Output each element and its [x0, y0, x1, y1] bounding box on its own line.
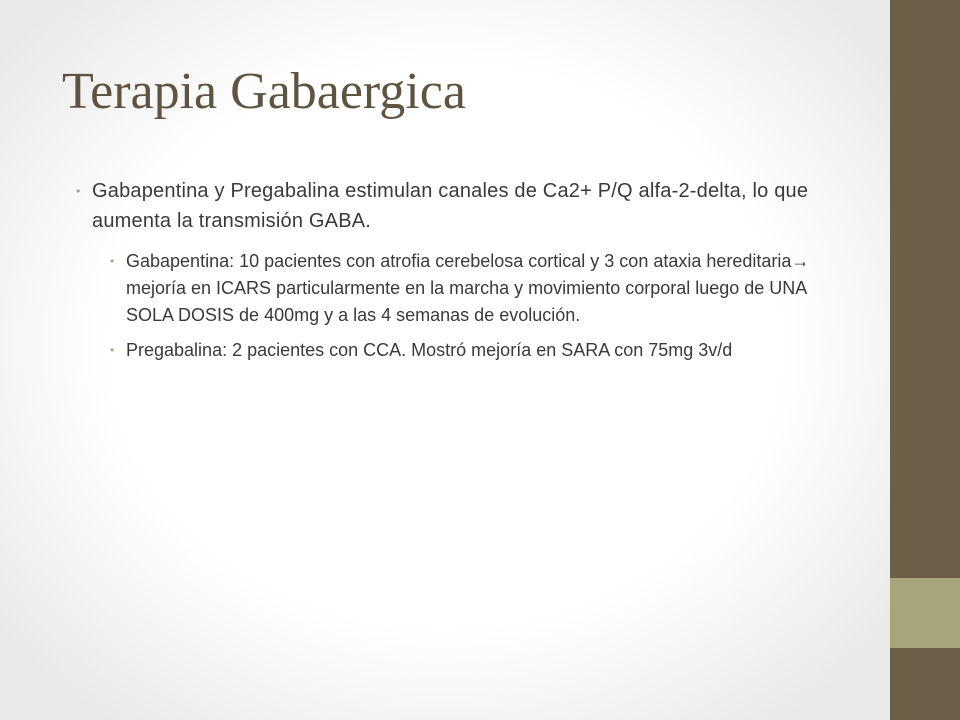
sub-bullet-gabapentina-continuation: mejoría en ICARS particularmente en la marcha y movimiento corporal luego de UNA SOLA DOSIS de 400mg y a las 4 semanas de evolución.: [126, 278, 807, 325]
right-arrow-icon: →: [791, 251, 810, 271]
sub-bullet-pregabalina-text: Pregabalina: 2 pacientes con CCA. Mostró mejoría en SARA con 75mg 3v/d: [126, 340, 733, 360]
slide-title: Terapia Gabaergica: [62, 63, 466, 120]
sidebar-accent-block: [890, 578, 960, 648]
sub-bullet-gabapentina-text: Gabapentina: 10 pacientes con atrofia cerebelosa cortical y 3 con ataxia hereditaria: [126, 251, 792, 271]
sidebar-top-stripe: [890, 0, 960, 578]
sub-bullet-pregabalina: [76, 337, 826, 364]
bullet-icon: •: [110, 254, 115, 268]
bullet-icon: •: [110, 343, 115, 357]
bullet-main-text: Gabapentina y Pregabalina estimulan canales de Ca2+ P/Q alfa-2-delta, lo que aumenta la transmisión GABA.: [92, 180, 809, 232]
bullet-icon: •: [76, 184, 81, 198]
sidebar-bottom-stripe: [890, 648, 960, 720]
sub-bullet-gabapentina: [76, 248, 826, 329]
bullet-main: [76, 176, 826, 236]
slide-content: [76, 176, 826, 364]
